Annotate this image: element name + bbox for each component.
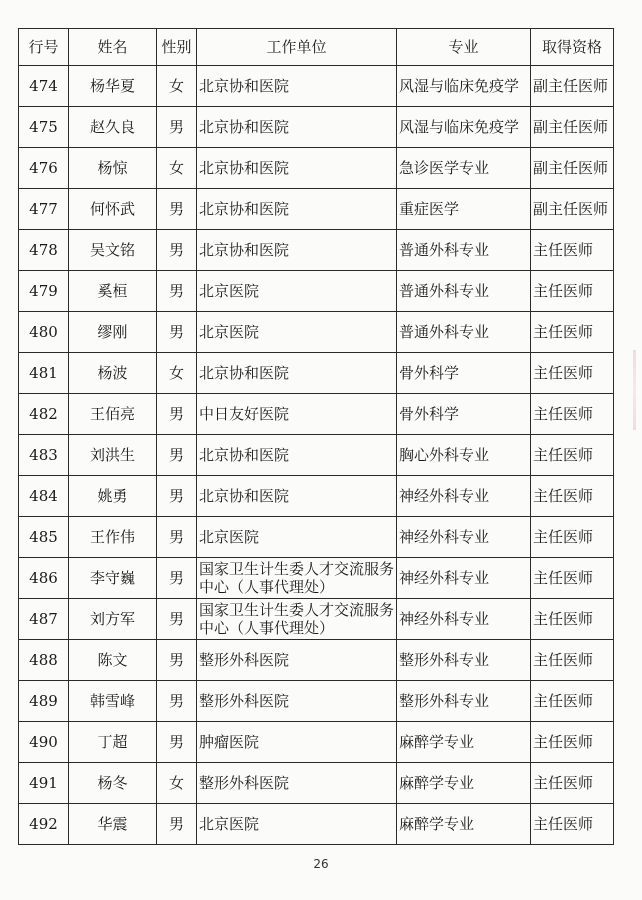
table-row [19, 763, 614, 804]
cell-qualification: 主任医师 [531, 640, 614, 681]
cell-work-unit: 北京协和医院 [197, 189, 397, 230]
table-row [19, 681, 614, 722]
cell-row-number: 484 [19, 476, 69, 517]
cell-gender: 女 [157, 353, 197, 394]
cell-major: 普通外科专业 [397, 271, 531, 312]
cell-row-number: 477 [19, 189, 69, 230]
table-row [19, 558, 614, 599]
header-gender: 性别 [157, 29, 197, 66]
cell-name: 何怀武 [69, 189, 157, 230]
cell-qualification: 主任医师 [531, 353, 614, 394]
table-row [19, 189, 614, 230]
cell-major: 骨外科学 [397, 394, 531, 435]
cell-work-unit: 北京协和医院 [197, 476, 397, 517]
cell-work-unit: 整形外科医院 [197, 640, 397, 681]
cell-work-unit: 北京协和医院 [197, 66, 397, 107]
cell-qualification: 主任医师 [531, 312, 614, 353]
table-row [19, 599, 614, 640]
cell-major: 重症医学 [397, 189, 531, 230]
cell-qualification: 主任医师 [531, 517, 614, 558]
table-row [19, 230, 614, 271]
cell-gender: 男 [157, 189, 197, 230]
page-number: 26 [313, 857, 329, 871]
cell-major: 麻醉学专业 [397, 722, 531, 763]
cell-name: 杨冬 [69, 763, 157, 804]
cell-name: 丁超 [69, 722, 157, 763]
cell-major: 麻醉学专业 [397, 763, 531, 804]
cell-name: 赵久良 [69, 107, 157, 148]
cell-gender: 男 [157, 312, 197, 353]
cell-qualification: 主任医师 [531, 599, 614, 640]
header-qualification: 取得资格 [531, 29, 614, 66]
header-row [19, 29, 614, 66]
cell-row-number: 486 [19, 558, 69, 599]
cell-gender: 男 [157, 107, 197, 148]
table-row [19, 271, 614, 312]
table-row [19, 148, 614, 189]
table-row [19, 476, 614, 517]
header-row-number: 行号 [19, 29, 69, 66]
cell-work-unit: 国家卫生计生委人才交流服务中心（人事代理处） [197, 558, 397, 599]
cell-qualification: 副主任医师 [531, 148, 614, 189]
cell-name: 陈文 [69, 640, 157, 681]
cell-work-unit: 北京医院 [197, 312, 397, 353]
cell-name: 王作伟 [69, 517, 157, 558]
cell-gender: 男 [157, 394, 197, 435]
cell-row-number: 476 [19, 148, 69, 189]
cell-name: 刘方军 [69, 599, 157, 640]
cell-work-unit: 国家卫生计生委人才交流服务中心（人事代理处） [197, 599, 397, 640]
cell-work-unit: 北京医院 [197, 517, 397, 558]
cell-gender: 女 [157, 66, 197, 107]
cell-qualification: 主任医师 [531, 476, 614, 517]
cell-row-number: 485 [19, 517, 69, 558]
header-work-unit: 工作单位 [197, 29, 397, 66]
table-row [19, 107, 614, 148]
cell-qualification: 主任医师 [531, 230, 614, 271]
cell-gender: 男 [157, 558, 197, 599]
cell-name: 吴文铭 [69, 230, 157, 271]
cell-name: 王佰亮 [69, 394, 157, 435]
cell-name: 杨惊 [69, 148, 157, 189]
cell-work-unit: 中日友好医院 [197, 394, 397, 435]
cell-work-unit: 北京协和医院 [197, 148, 397, 189]
cell-gender: 男 [157, 681, 197, 722]
cell-major: 神经外科专业 [397, 517, 531, 558]
cell-row-number: 490 [19, 722, 69, 763]
cell-work-unit: 整形外科医院 [197, 681, 397, 722]
table-body [19, 66, 614, 845]
cell-row-number: 474 [19, 66, 69, 107]
cell-gender: 女 [157, 763, 197, 804]
cell-gender: 男 [157, 599, 197, 640]
cell-name: 杨华夏 [69, 66, 157, 107]
cell-row-number: 479 [19, 271, 69, 312]
cell-gender: 男 [157, 435, 197, 476]
cell-qualification: 副主任医师 [531, 66, 614, 107]
cell-row-number: 482 [19, 394, 69, 435]
header-name: 姓名 [69, 29, 157, 66]
cell-row-number: 488 [19, 640, 69, 681]
cell-major: 整形外科专业 [397, 681, 531, 722]
cell-work-unit: 北京协和医院 [197, 353, 397, 394]
cell-work-unit: 北京医院 [197, 804, 397, 845]
table-row [19, 66, 614, 107]
cell-qualification: 主任医师 [531, 558, 614, 599]
cell-row-number: 481 [19, 353, 69, 394]
cell-work-unit: 北京协和医院 [197, 107, 397, 148]
cell-major: 风湿与临床免疫学 [397, 66, 531, 107]
cell-major: 普通外科专业 [397, 230, 531, 271]
cell-work-unit: 整形外科医院 [197, 763, 397, 804]
cell-row-number: 492 [19, 804, 69, 845]
cell-row-number: 475 [19, 107, 69, 148]
cell-gender: 男 [157, 230, 197, 271]
cell-work-unit: 北京协和医院 [197, 230, 397, 271]
cell-major: 神经外科专业 [397, 476, 531, 517]
cell-work-unit: 北京医院 [197, 271, 397, 312]
cell-gender: 男 [157, 640, 197, 681]
qualification-table [18, 28, 614, 845]
cell-gender: 男 [157, 476, 197, 517]
cell-major: 神经外科专业 [397, 599, 531, 640]
cell-name: 缪刚 [69, 312, 157, 353]
cell-name: 韩雪峰 [69, 681, 157, 722]
cell-name: 刘洪生 [69, 435, 157, 476]
table-row [19, 722, 614, 763]
table-row [19, 353, 614, 394]
cell-major: 整形外科专业 [397, 640, 531, 681]
cell-gender: 男 [157, 517, 197, 558]
cell-work-unit: 肿瘤医院 [197, 722, 397, 763]
cell-major: 麻醉学专业 [397, 804, 531, 845]
cell-name: 姚勇 [69, 476, 157, 517]
table-row [19, 517, 614, 558]
table-row [19, 394, 614, 435]
cell-name: 华震 [69, 804, 157, 845]
cell-major: 胸心外科专业 [397, 435, 531, 476]
cell-qualification: 主任医师 [531, 804, 614, 845]
cell-qualification: 主任医师 [531, 271, 614, 312]
table-row [19, 804, 614, 845]
cell-work-unit: 北京协和医院 [197, 435, 397, 476]
cell-gender: 男 [157, 722, 197, 763]
table-header [19, 29, 614, 66]
cell-major: 骨外科学 [397, 353, 531, 394]
cell-major: 普通外科专业 [397, 312, 531, 353]
cell-row-number: 483 [19, 435, 69, 476]
cell-row-number: 489 [19, 681, 69, 722]
cell-row-number: 491 [19, 763, 69, 804]
cell-major: 神经外科专业 [397, 558, 531, 599]
cell-gender: 女 [157, 148, 197, 189]
cell-name: 奚桓 [69, 271, 157, 312]
header-major: 专业 [397, 29, 531, 66]
cell-qualification: 主任医师 [531, 763, 614, 804]
table-row [19, 312, 614, 353]
cell-gender: 男 [157, 804, 197, 845]
table-row [19, 640, 614, 681]
cell-row-number: 478 [19, 230, 69, 271]
cell-major: 急诊医学专业 [397, 148, 531, 189]
cell-qualification: 主任医师 [531, 394, 614, 435]
cell-qualification: 主任医师 [531, 722, 614, 763]
cell-qualification: 副主任医师 [531, 107, 614, 148]
cell-name: 杨波 [69, 353, 157, 394]
scan-edge-mark [633, 350, 636, 430]
cell-gender: 男 [157, 271, 197, 312]
cell-qualification: 副主任医师 [531, 189, 614, 230]
cell-row-number: 487 [19, 599, 69, 640]
cell-qualification: 主任医师 [531, 435, 614, 476]
cell-row-number: 480 [19, 312, 69, 353]
cell-major: 风湿与临床免疫学 [397, 107, 531, 148]
cell-name: 李守巍 [69, 558, 157, 599]
table-row [19, 435, 614, 476]
cell-qualification: 主任医师 [531, 681, 614, 722]
